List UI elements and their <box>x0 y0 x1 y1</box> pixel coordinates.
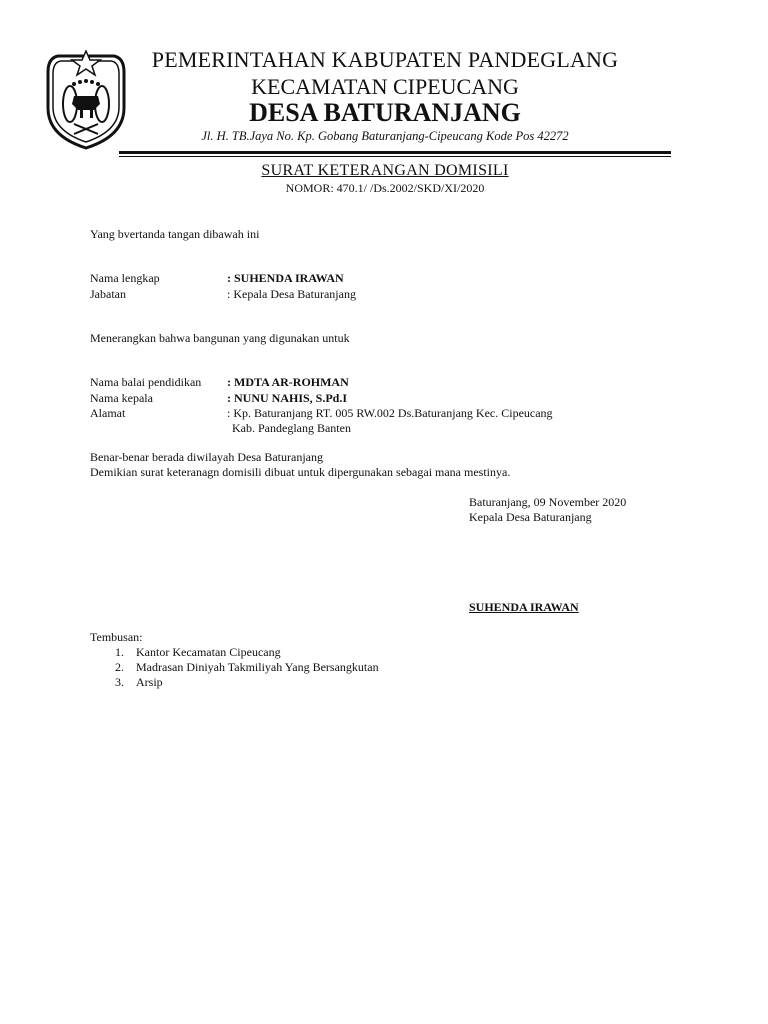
field-value-alamat: : Kp. Baturanjang RT. 005 RW.002 Ds.Baturanjang Kec. Cipeucang <box>227 406 553 420</box>
closing-text-1: Benar-benar berada diwilayah Desa Baturanjang <box>90 450 323 464</box>
tembusan-item: Kantor Kecamatan Cipeucang <box>136 645 281 659</box>
field-value-nama-lengkap: : SUHENDA IRAWAN <box>227 271 344 285</box>
document-title: SURAT KETERANGAN DOMISILI <box>261 162 509 179</box>
letterhead-address: Jl. H. TB.Jaya No. Kp. Gobang Baturanjang-Cipeucang Kode Pos 42272 <box>201 129 569 143</box>
field-label-jabatan: Jabatan <box>90 287 126 301</box>
signature-position: Kepala Desa Baturanjang <box>469 510 592 524</box>
intro-text: Yang bvertanda tangan dibawah ini <box>90 227 260 241</box>
field-label-alamat: Alamat <box>90 406 126 420</box>
document-number: NOMOR: 470.1/ /Ds.2002/SKD/XI/2020 <box>285 181 485 195</box>
field-value-jabatan: : Kepala Desa Baturanjang <box>227 287 356 301</box>
letterhead-village: DESA BATURANJANG <box>249 98 521 127</box>
tembusan-label: Tembusan: <box>90 630 143 644</box>
signature-place-date: Baturanjang, 09 November 2020 <box>469 495 627 509</box>
field-value-nama-balai: : MDTA AR-ROHMAN <box>227 375 349 389</box>
field-value-alamat-line2: Kab. Pandeglang Banten <box>232 421 351 435</box>
signature-name: SUHENDA IRAWAN <box>469 600 579 614</box>
field-label-nama-balai: Nama balai pendidikan <box>90 375 202 389</box>
field-label-nama-kepala: Nama kepala <box>90 391 153 405</box>
statement-text: Menerangkan bahwa bangunan yang digunakan untuk <box>90 331 350 345</box>
tembusan-item-number: 3. <box>115 675 124 689</box>
closing-text-2: Demikian surat keteranagn domisili dibuat untuk dipergunakan sebagai mana mestinya. <box>90 465 511 479</box>
tembusan-item-number: 2. <box>115 660 124 674</box>
tembusan-item: Madrasan Diniyah Takmiliyah Yang Bersangkutan <box>136 660 379 674</box>
letterhead-rule-thick <box>119 151 671 154</box>
field-value-nama-kepala: : NUNU NAHIS, S.Pd.I <box>227 391 348 405</box>
letterhead-government: PEMERINTAHAN KABUPATEN PANDEGLANG <box>151 47 619 72</box>
tembusan-item: Arsip <box>136 675 163 689</box>
letterhead-district: KECAMATAN CIPEUCANG <box>251 74 519 99</box>
regency-emblem-logo <box>44 50 128 150</box>
letterhead-rule-thin <box>119 156 671 157</box>
tembusan-item-number: 1. <box>115 645 124 659</box>
field-label-nama-lengkap: Nama lengkap <box>90 271 160 285</box>
